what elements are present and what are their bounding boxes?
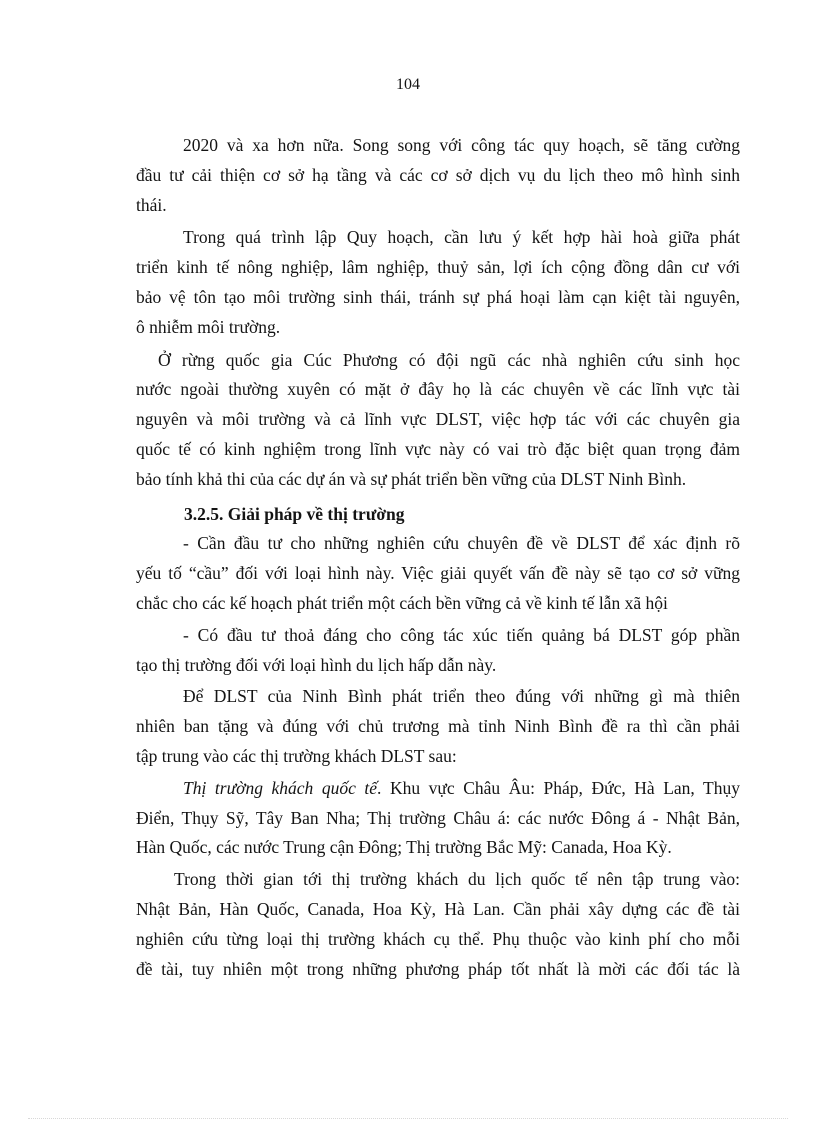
text-run: . Khu vực Châu Âu: Pháp, Đức, Hà Lan, Thụy: [377, 777, 740, 798]
text-line: bảo vệ tôn tạo môi trường sinh thái, tránh sự phá hoại làm cạn kiệt tài nguyên,: [136, 286, 740, 307]
paragraph-thoi-gian-toi: [136, 865, 740, 984]
paragraph-ket-hop: [136, 223, 740, 342]
text-line: - Có đầu tư thoả đáng cho công tác xúc tiến quảng bá DLST góp phần: [183, 624, 740, 645]
paragraph-xuc-tien: [136, 621, 740, 681]
text-line: Trong quá trình lập Quy hoạch, cần lưu ý kết hợp hài hoà giữa phát: [183, 227, 740, 248]
text-line: chắc cho các kế hoạch phát triển một cách bền vững cả về kinh tế lẫn xã hội: [136, 592, 668, 613]
text-line: Để DLST của Ninh Bình phát triển theo đúng với những gì mà thiên: [183, 686, 740, 707]
paragraph-quy-hoach: [136, 131, 740, 220]
text-line: Trong thời gian tới thị trường khách du lịch quốc tế nên tập trung vào:: [174, 869, 740, 890]
text-line: Ở rừng quốc gia Cúc Phương có đội ngũ các nhà nghiên cứu sinh học: [158, 349, 740, 370]
text-line: tạo thị trường đối với loại hình du lịch hấp dẫn này.: [136, 654, 497, 675]
text-line: đầu tư cải thiện cơ sở hạ tầng và các cơ sở dịch vụ du lịch theo mô hình sinh: [136, 164, 740, 185]
paragraph-nghien-cuu: [136, 529, 740, 618]
text-line: tập trung vào các thị trường khách DLST sau:: [136, 745, 457, 766]
paragraph-cuc-phuong: [136, 346, 740, 495]
page-number: 104: [396, 76, 420, 93]
text-line: đề tài, tuy nhiên một trong những phương pháp tốt nhất là mời các đối tác là: [136, 958, 740, 979]
text-line: nhiên ban tặng và đúng với chủ trương mà tỉnh Ninh Bình đề ra thì cần phải: [136, 716, 740, 737]
text-line: - Cần đầu tư cho những nghiên cứu chuyên đề về DLST để xác định rõ: [183, 533, 740, 554]
text-line: bảo tính khả thi của các dự án và sự phát triển bền vững của DLST Ninh Bình.: [136, 468, 687, 489]
text-line: yếu tố “cầu” đối với loại hình này. Việc giải quyết vấn đề này sẽ tạo cơ sở vững: [136, 563, 740, 584]
paragraph-thi-truong-sau: [136, 682, 740, 771]
text-line: nghiên cứu từng loại thị trường khách cụ thể. Phụ thuộc vào kinh phí cho mỗi: [136, 928, 740, 949]
text-line: nguyên và môi trường và cả lĩnh vực DLST, việc hợp tác với các chuyên gia: [136, 409, 740, 430]
document-body: [136, 131, 740, 984]
text-line: triển kinh tế nông nghiệp, lâm nghiệp, thuỷ sản, lợi ích cộng đồng dân cư với: [136, 257, 740, 278]
paragraph-khach-quoc-te: [136, 774, 740, 863]
text-line: [136, 774, 740, 804]
text-line: nước ngoài thường xuyên có mặt ở đây họ là các chuyên về các lĩnh vực tài: [136, 379, 740, 400]
text-line: Hàn Quốc, các nước Trung cận Đông; Thị trường Bắc Mỹ: Canada, Hoa Kỳ.: [136, 837, 672, 858]
section-heading: 3.2.5. Giải pháp về thị trường: [184, 503, 405, 524]
text-line: Điển, Thụy Sỹ, Tây Ban Nha; Thị trường Châu á: các nước Đông á - Nhật Bản,: [136, 807, 740, 828]
text-line: Nhật Bản, Hàn Quốc, Canada, Hoa Kỳ, Hà Lan. Cần phải xây dựng các đề tài: [136, 898, 740, 919]
italic-term: Thị trường khách quốc tế: [183, 777, 378, 798]
text-line: quốc tế có kinh nghiệm trong lĩnh vực này có vai trò đặc biệt quan trọng đảm: [136, 438, 740, 459]
text-line: ô nhiễm môi trường.: [136, 316, 281, 337]
text-line: 2020 và xa hơn nữa. Song song với công tác quy hoạch, sẽ tăng cường: [183, 135, 740, 155]
page-bottom-border: [28, 1118, 788, 1119]
text-line: thái.: [136, 194, 167, 215]
